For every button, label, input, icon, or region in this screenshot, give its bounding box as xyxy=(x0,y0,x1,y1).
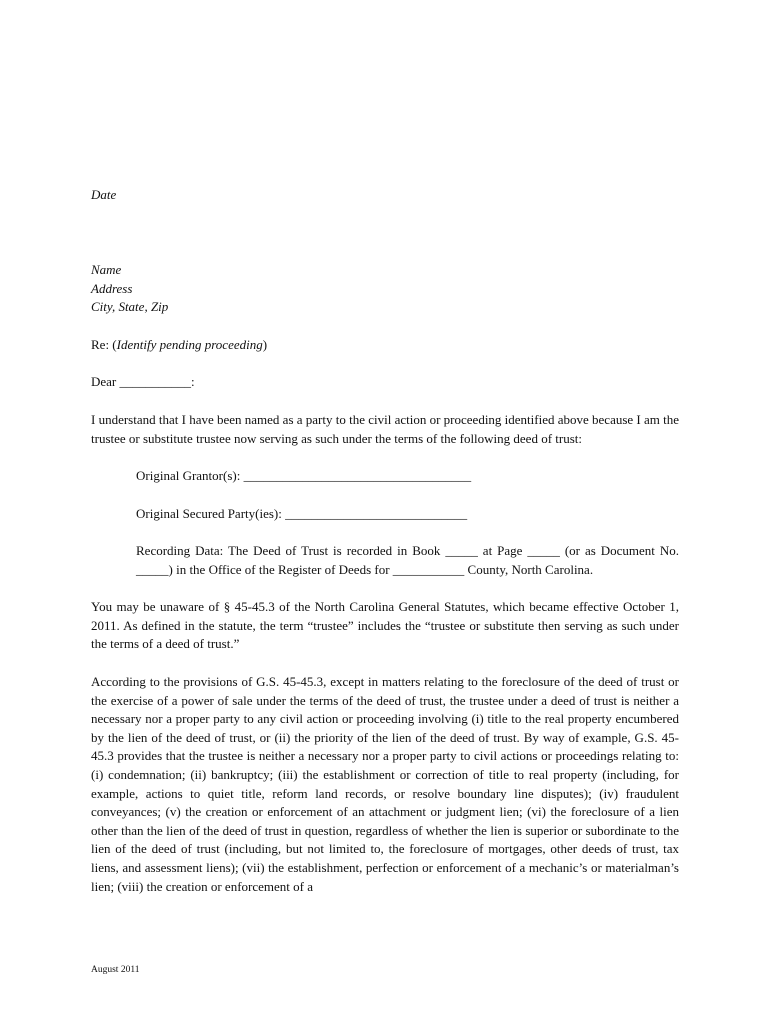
recipient-address-block xyxy=(91,261,679,317)
re-suffix: ) xyxy=(262,337,268,352)
recipient-address: Address xyxy=(91,280,133,296)
original-secured-party-field: Original Secured Party(ies): ____________________________ xyxy=(136,506,468,521)
statute-paragraph: You may be unaware of § 45-45.3 of the North Carolina General Statutes, which became effective October 1, 2011. As defined in the statute, the term “trustee” includes the “trustee or substitute then serving as such under the terms of a deed of trust.” xyxy=(91,599,679,652)
re-subject: Identify pending proceeding xyxy=(116,337,263,352)
original-grantor-field: Original Grantor(s): ___________________________________ xyxy=(136,468,472,483)
salutation: Dear ___________: xyxy=(91,374,195,389)
re-prefix: Re: ( xyxy=(91,337,117,352)
provisions-paragraph: According to the provisions of G.S. 45-45.3, except in matters relating to the foreclosure of the deed of trust or the exercise of a power of sale under the terms of the deed of trust, the trustee under a deed of trust is neither a necessary nor a proper party to any civil action or proceeding involving (i) title to the real property encumbered by the lien of the deed of trust, or (ii) the priority of the lien of the deed of trust. By way of example, G.S. 45-45.3 provides that the trustee is neither a necessary nor a proper party to civil actions or proceedings relating to: (i) condemnation; (ii) bankruptcy; (iii) the establishment or correction of title to real property (including, for example, actions to quiet title, reform land records, or resolve boundary line disputes); (iv) fraudulent conveyances; (v) the creation or enforcement of an attachment or judgment lien; (vi) the foreclosure of a lien other than the lien of the deed of trust in question, regardless of whether the lien is superior or subordinate to the lien of the deed of trust (including, but not limited to, the foreclosure of mortgages, other deeds of trust, tax liens, and assessment liens); (vii) the establishment, perfection or enforcement of a mechanic’s or materialman’s lien; (viii) the creation or enforcement of a xyxy=(91,674,679,894)
recording-data-paragraph: Recording Data: The Deed of Trust is recorded in Book _____ at Page _____ (or as Document No. _____) in the Office of the Register of Deeds for ___________ County, North Carolina. xyxy=(136,543,679,577)
recipient-city-state-zip: City, State, Zip xyxy=(91,299,169,315)
intro-paragraph: I understand that I have been named as a party to the civil action or proceeding identified above because I am the trustee or substitute trustee now serving as such under the terms of the following deed of trust: xyxy=(91,412,680,446)
footer-date: August 2011 xyxy=(91,965,140,975)
date-line: Date xyxy=(91,187,117,202)
re-line xyxy=(91,336,679,355)
recipient-name: Name xyxy=(91,262,122,277)
